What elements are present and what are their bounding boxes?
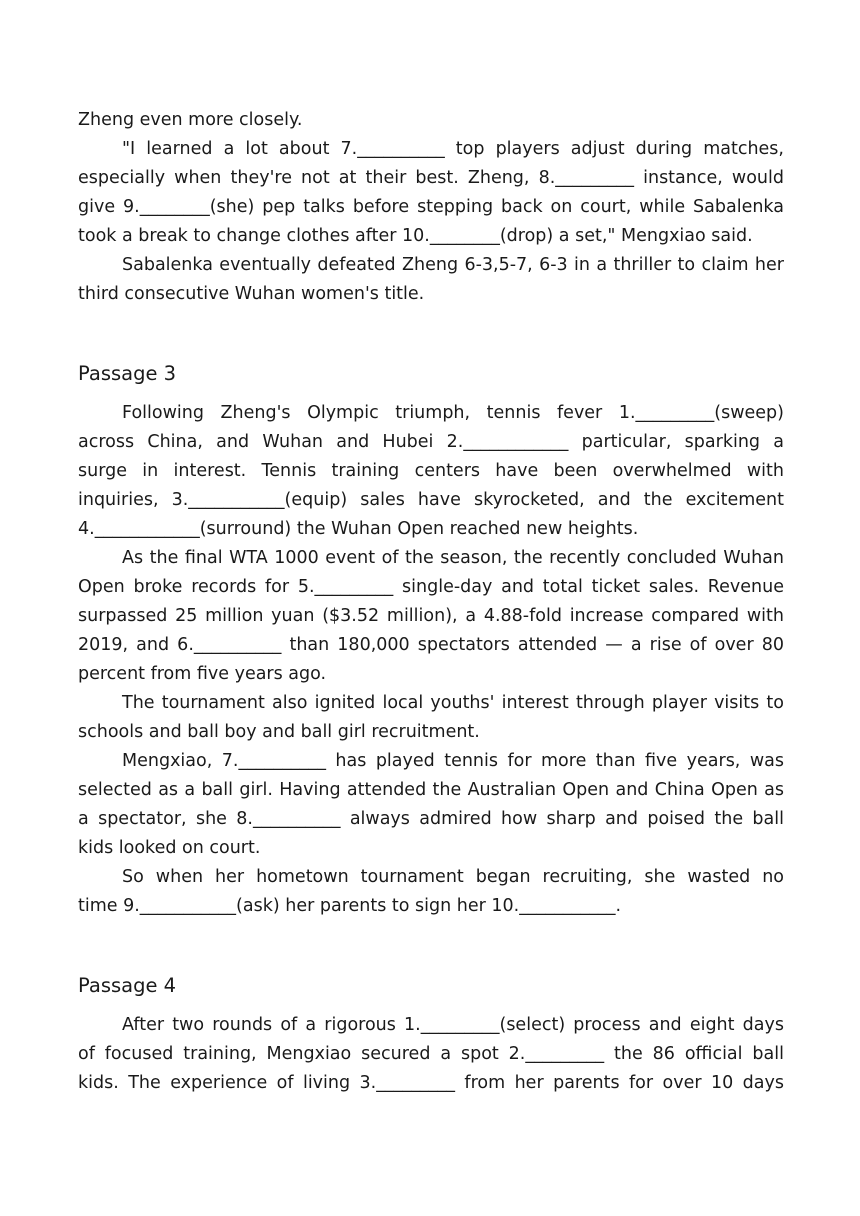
text-line: "I learned a lot about 7.__________ top players adjust during matches,: [122, 139, 784, 159]
text-line: 2019, and 6.__________ than 180,000 spectators attended — a rise of over 80: [78, 635, 784, 655]
text-line: selected as a ball girl. Having attended the Australian Open and China Open as: [78, 780, 784, 800]
text-line: So when her hometown tournament began recruiting, she wasted no: [122, 867, 784, 887]
text-line: especially when they're not at their best. Zheng, 8._________ instance, would: [78, 168, 784, 188]
text-line: As the final WTA 1000 event of the season, the recently concluded Wuhan: [122, 548, 784, 568]
text-line: give 9.________(she) pep talks before stepping back on court, while Sabalenka: [78, 197, 784, 217]
text-line: Open broke records for 5._________ single-day and total ticket sales. Revenue: [78, 577, 784, 597]
passage-3-heading: Passage 3: [78, 362, 177, 385]
text-line: Zheng even more closely.: [78, 110, 303, 130]
text-line: percent from five years ago.: [78, 664, 327, 684]
text-line: Mengxiao, 7.__________ has played tennis for more than five years, was: [122, 751, 784, 771]
text-line: The tournament also ignited local youths' interest through player visits to: [122, 693, 784, 713]
text-line: across China, and Wuhan and Hubei 2.____________ particular, sparking a: [78, 432, 784, 452]
text-line: time 9.___________(ask) her parents to sign her 10.___________.: [78, 896, 622, 916]
text-line: schools and ball boy and ball girl recruitment.: [78, 722, 480, 742]
text-line: inquiries, 3.___________(equip) sales have skyrocketed, and the excitement: [78, 490, 784, 510]
text-line: of focused training, Mengxiao secured a spot 2._________ the 86 official ball: [78, 1044, 784, 1064]
text-line: After two rounds of a rigorous 1._________(select) process and eight days: [122, 1015, 784, 1035]
text-line: Following Zheng's Olympic triumph, tennis fever 1._________(sweep): [122, 403, 784, 423]
text-line: surge in interest. Tennis training centers have been overwhelmed with: [78, 461, 784, 481]
text-line: kids looked on court.: [78, 838, 261, 858]
text-line: Sabalenka eventually defeated Zheng 6-3,5-7, 6-3 in a thriller to claim her: [122, 255, 784, 275]
text-line: kids. The experience of living 3._________ from her parents for over 10 days: [78, 1073, 784, 1093]
text-line: surpassed 25 million yuan ($3.52 million), a 4.88-fold increase compared with: [78, 606, 784, 626]
text-line: took a break to change clothes after 10.________(drop) a set," Mengxiao said.: [78, 226, 753, 246]
text-line: a spectator, she 8.__________ always admired how sharp and poised the ball: [78, 809, 784, 829]
text-line: third consecutive Wuhan women's title.: [78, 284, 425, 304]
text-line: 4.____________(surround) the Wuhan Open reached new heights.: [78, 519, 639, 539]
passage-4-heading: Passage 4: [78, 974, 177, 997]
